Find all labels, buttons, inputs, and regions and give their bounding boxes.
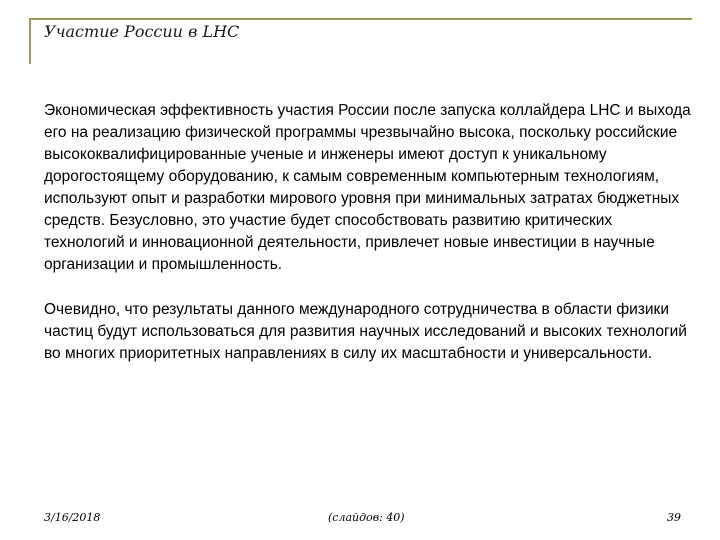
slide-body: [44, 100, 694, 365]
footer-slide-count: (слайдов: 40): [328, 511, 405, 524]
body-paragraph-1: Экономическая эффективность участия России после запуска коллайдера LHC и выхода его на реализацию физической программы чрезвычайно высока, поскольку российские высококвалифицированные ученые и инженеры имеют доступ к уникальному дорогостоящему оборудованию, к самым современным компьютерным технологиям, используют опыт и разработки мирового уровня при минимальных затратах бюджетных средств. Безусловно, это участие будет способствовать развитию критических технологий и инновационной деятельности, привлечет новые инвестиции в научные организации и промышленность.: [44, 102, 691, 273]
footer-date: 3/16/2018: [44, 511, 101, 524]
slide-title: Участие России в LHC: [44, 22, 240, 41]
title-frame-left-line: [29, 18, 31, 64]
title-frame-top-line: [29, 18, 692, 20]
body-paragraph-2: Очевидно, что результаты данного международного сотрудничества в области физики частиц будут использоваться для развития научных исследований и высоких технологий во многих приоритетных направлениях в силу их масштабности и универсальности.: [44, 301, 687, 362]
footer-page-number: 39: [667, 511, 681, 524]
